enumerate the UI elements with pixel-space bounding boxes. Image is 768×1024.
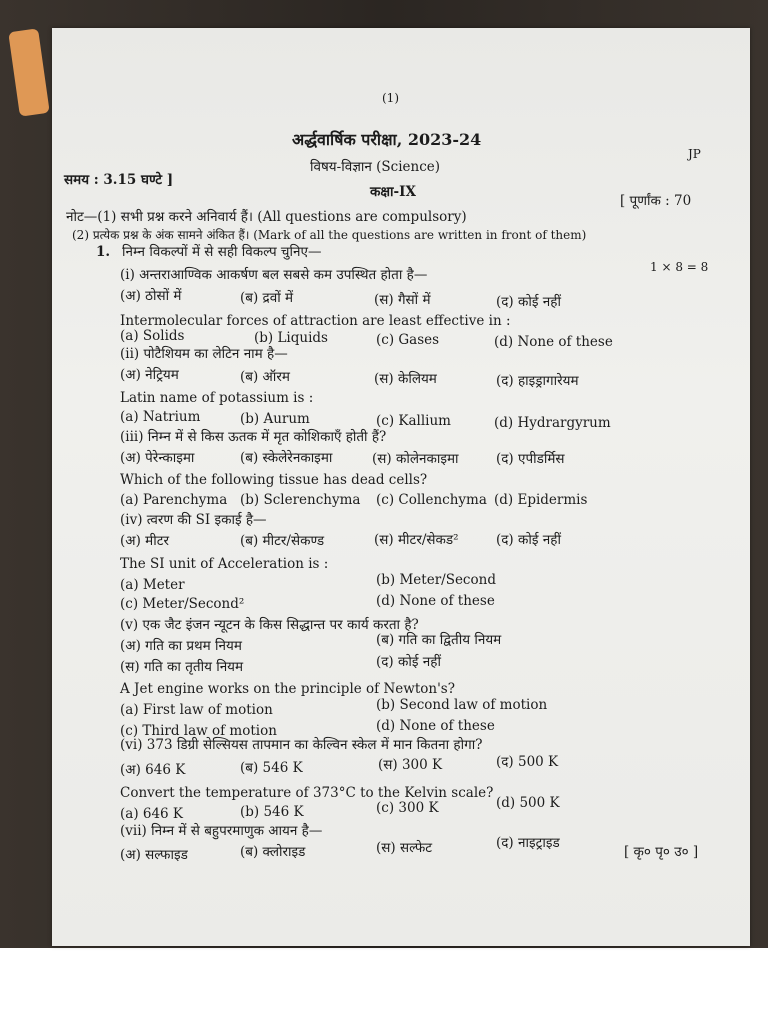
question-text-en: Latin name of potassium is : — [120, 390, 314, 406]
subject-title: विषय-विज्ञान (Science) — [310, 159, 441, 175]
option-en-c: (c) Gases — [376, 332, 440, 348]
option-en-b: (b) Second law of motion — [376, 697, 548, 713]
note-2: (2) प्रत्येक प्रश्न के अंक सामने अंकित हैं। (Mark of all the questions are written in front of them) — [72, 228, 587, 242]
option-en-c: (c) Meter/Second² — [120, 596, 245, 612]
option-en-a: (a) Natrium — [120, 409, 201, 425]
question-number: 1. — [96, 244, 111, 260]
option-hi-c: (स) सल्फेट — [376, 840, 433, 856]
page-number: (1) — [382, 91, 399, 105]
option-hi-a: (अ) नेट्रियम — [120, 367, 179, 383]
option-hi-d: (द) कोई नहीं — [376, 654, 441, 670]
question-text-hi: (i) अन्तराआण्विक आकर्षण बल सबसे कम उपस्थित होता है— — [120, 267, 428, 283]
option-hi-b: (ब) क्लोराइड — [240, 844, 306, 860]
option-hi-d: (द) हाइड्रागारेयम — [496, 373, 579, 389]
option-hi-b: (ब) ऑरम — [240, 369, 290, 385]
option-en-c: (c) Third law of motion — [120, 723, 277, 739]
option-en-c: (c) Collenchyma — [376, 492, 487, 508]
option-hi-d: (द) 500 K — [496, 754, 559, 770]
option-en-a: (a) 646 K — [120, 806, 184, 822]
option-en-d: (d) Epidermis — [494, 492, 588, 508]
option-hi-d: (द) कोई नहीं — [496, 294, 561, 310]
class-label: कक्षा-IX — [370, 184, 416, 200]
option-hi-c: (स) कोलेनकाइमा — [372, 451, 459, 467]
option-en-b: (b) Sclerenchyma — [240, 492, 361, 508]
option-en-a: (a) First law of motion — [120, 702, 273, 718]
option-en-d: (d) None of these — [376, 718, 495, 734]
option-en-c: (c) 300 K — [376, 800, 439, 816]
option-hi-a: (अ) पेरेन्काइमा — [120, 450, 195, 466]
option-hi-a: (अ) 646 K — [120, 762, 186, 778]
question-text-en: A Jet engine works on the principle of Newton's? — [120, 681, 455, 697]
option-hi-b: (ब) गति का द्वितीय नियम — [376, 632, 502, 648]
question-text-hi: (iv) त्वरण की SI इकाई है— — [120, 512, 267, 528]
question-text-hi: (vii) निम्न में से बहुपरमाणुक आयन है— — [120, 823, 323, 839]
question-text-hi: (vi) 373 डिग्री सेल्सियस तापमान का केल्विन स्केल में मान कितना होगा? — [120, 737, 483, 753]
option-en-d: (d) 500 K — [496, 795, 560, 811]
option-hi-c: (स) 300 K — [378, 757, 443, 773]
corner-code: JP — [688, 147, 701, 161]
option-hi-a: (अ) सल्फाइड — [120, 847, 188, 863]
option-hi-b: (ब) द्रवों में — [240, 290, 294, 306]
page-turn-note: [ कृ० पृ० उ० ] — [624, 844, 699, 860]
option-en-a: (a) Parenchyma — [120, 492, 228, 508]
option-hi-a: (अ) मीटर — [120, 533, 170, 549]
option-hi-a: (अ) गति का प्रथम नियम — [120, 638, 242, 654]
option-hi-d: (द) एपीडर्मिस — [496, 451, 565, 467]
question-text-en: Convert the temperature of 373°C to the Kelvin scale? — [120, 785, 494, 801]
note-1: नोट—(1) सभी प्रश्न करने अनिवार्य हैं। (All questions are compulsory) — [66, 209, 467, 225]
option-en-b: (b) 546 K — [240, 804, 304, 820]
question-text-hi: (ii) पोटैशियम का लेटिन नाम है— — [120, 346, 288, 362]
option-hi-c: (स) गैसों में — [374, 292, 431, 308]
option-hi-c: (स) मीटर/सेकड² — [374, 532, 459, 548]
option-hi-d: (द) कोई नहीं — [496, 532, 561, 548]
exam-title: अर्द्धवार्षिक परीक्षा, 2023-24 — [292, 130, 482, 149]
option-en-b: (b) Aurum — [240, 411, 310, 427]
question-marks: 1 × 8 = 8 — [650, 260, 709, 274]
option-en-d: (d) Hydrargyrum — [494, 415, 611, 431]
option-hi-b: (ब) 546 K — [240, 760, 303, 776]
question-text-hi: (iii) निम्न में से किस ऊतक में मृत कोशिकाएँ होती हैं? — [120, 429, 387, 445]
question-text-en: Intermolecular forces of attraction are least effective in : — [120, 313, 511, 329]
option-hi-a: (अ) ठोसों में — [120, 288, 182, 304]
question-heading: निम्न विकल्पों में से सही विकल्प चुनिए— — [122, 244, 322, 260]
question-text-hi: (v) एक जैट इंजन न्यूटन के किस सिद्धान्त पर कार्य करता है? — [120, 617, 419, 633]
option-en-c: (c) Kallium — [376, 413, 451, 429]
question-text-en: Which of the following tissue has dead cells? — [120, 472, 428, 488]
option-hi-d: (द) नाइट्राइड — [496, 835, 560, 851]
option-en-d: (d) None of these — [376, 593, 495, 609]
option-hi-c: (स) केलियम — [374, 371, 437, 387]
exam-paper — [52, 28, 750, 946]
full-marks: [ पूर्णांक : 70 — [620, 193, 692, 209]
question-text-en: The SI unit of Acceleration is : — [120, 556, 329, 572]
option-en-a: (a) Meter — [120, 577, 185, 593]
option-hi-c: (स) गति का तृतीय नियम — [120, 659, 244, 675]
time-label: समय : 3.15 घण्टे ] — [64, 172, 174, 188]
option-hi-b: (ब) स्केलेरेनकाइमा — [240, 450, 333, 466]
option-hi-b: (ब) मीटर/सेकण्ड — [240, 533, 325, 549]
option-en-d: (d) None of these — [494, 334, 613, 350]
option-en-b: (b) Meter/Second — [376, 572, 496, 588]
option-en-b: (b) Liquids — [254, 330, 328, 346]
option-en-a: (a) Solids — [120, 328, 185, 344]
